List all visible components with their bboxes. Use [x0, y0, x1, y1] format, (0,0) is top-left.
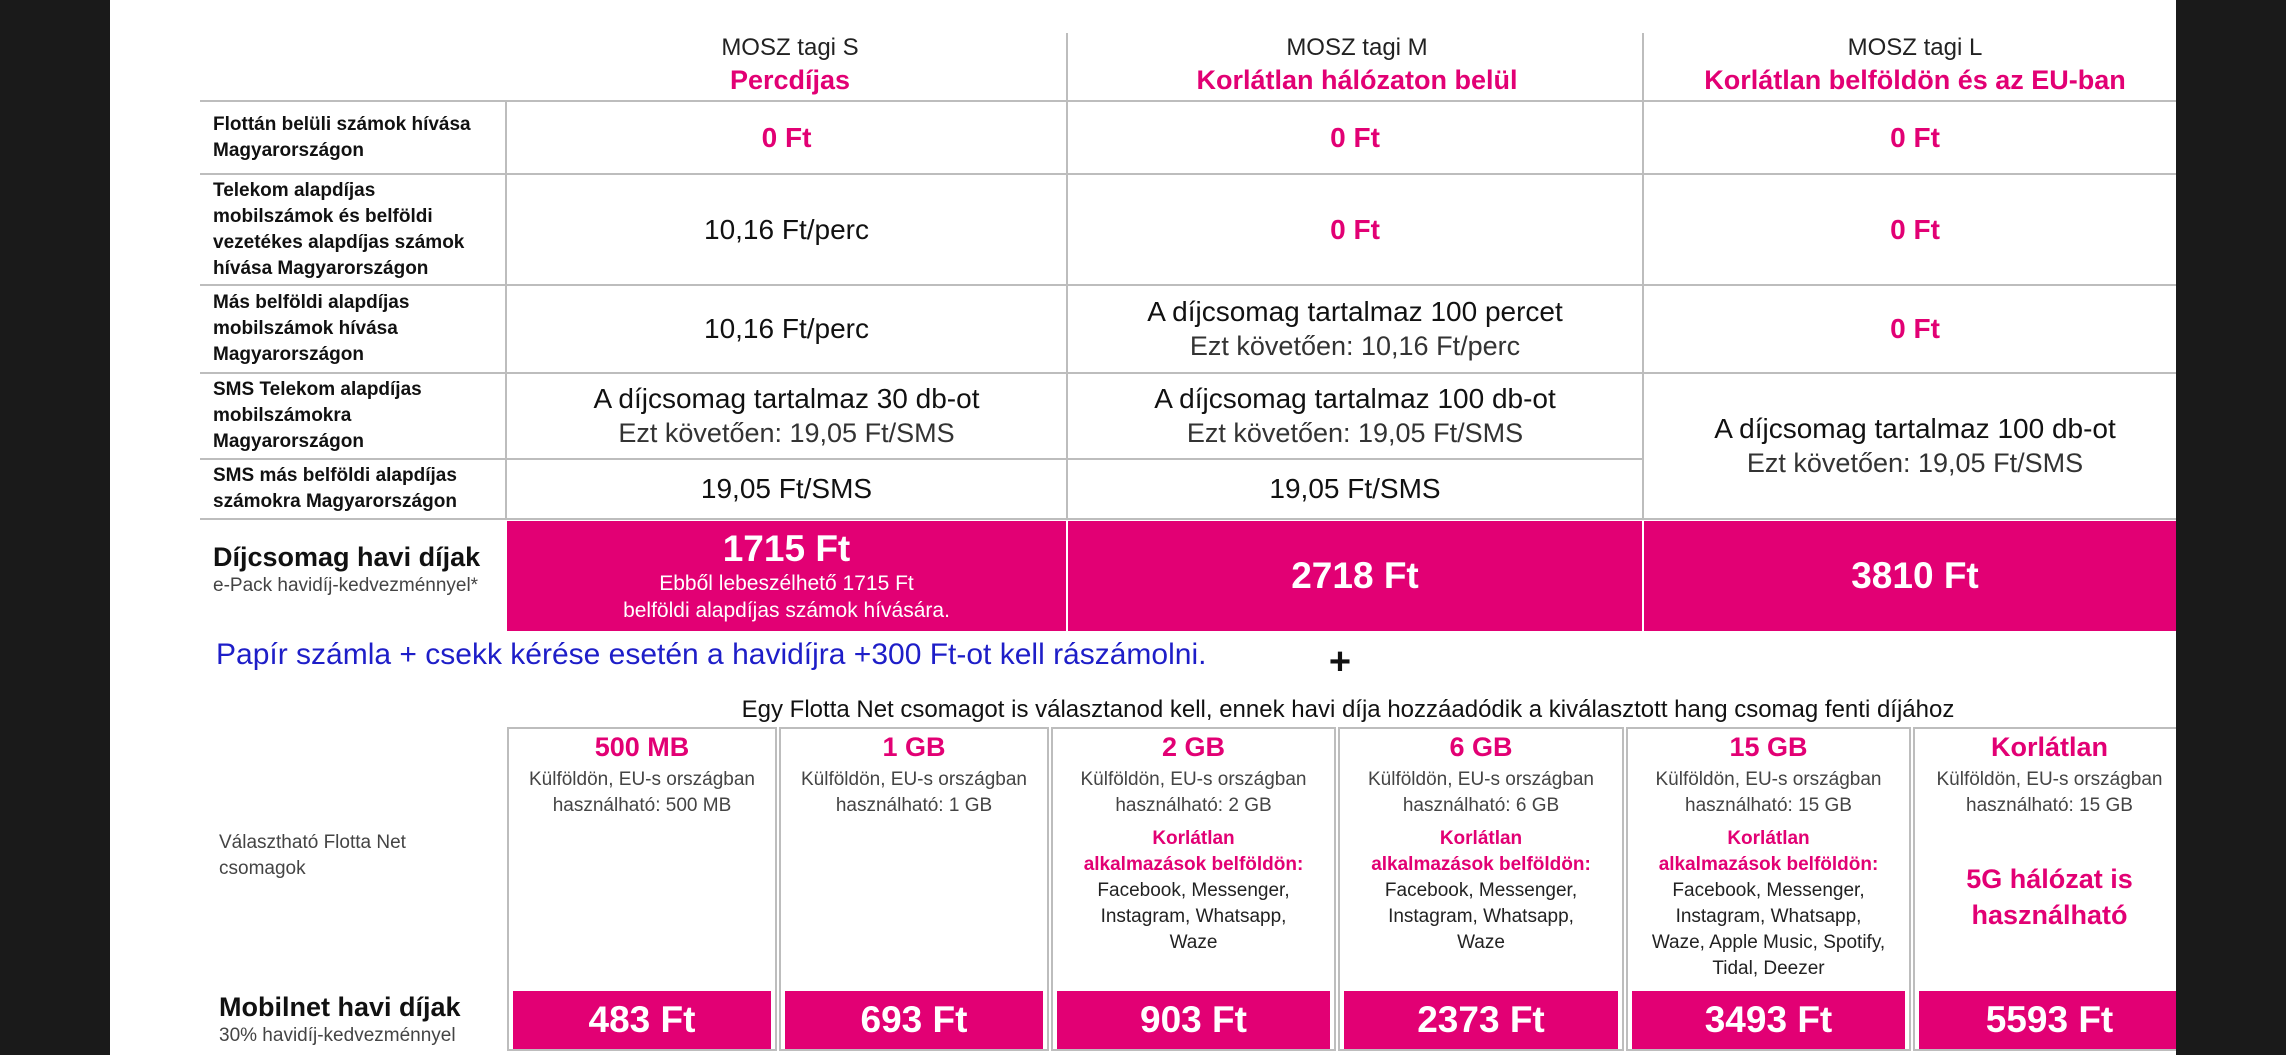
net-eu-line: Külföldön, EU-s országban [528, 769, 755, 790]
cell-r3-l: 0 Ft [1890, 313, 1940, 344]
fee-l: 3810 Ft [1851, 555, 1979, 596]
net-fee-label: Mobilnet havi díjak [219, 992, 461, 1022]
grid-divider [200, 518, 2176, 520]
unlimited-title: Korlátlan [1152, 828, 1235, 849]
app-list-line: Instagram, Whatsapp, [1388, 906, 1574, 927]
cell-r5-s: 19,05 Ft/SMS [700, 473, 873, 504]
cell-r3-m-line1: A díjcsomag tartalmaz 100 percet [1147, 296, 1563, 327]
cell-r1-l: 0 Ft [1890, 121, 1940, 153]
net-eu-info [1057, 767, 1330, 819]
net-5g-info [1919, 861, 2176, 933]
app-list-line: Instagram, Whatsapp, [1100, 906, 1287, 927]
cell-r2-s: 10,16 Ft/perc [704, 213, 869, 245]
unlimited-title: alkalmazások belföldön: [1083, 854, 1304, 875]
net-price: 2373 Ft [1344, 991, 1618, 1049]
column-header-l [1644, 32, 2176, 98]
net-size: 1 GB [882, 732, 946, 762]
net-intro: Egy Flotta Net csomagot is választanod kell, ennek havi díja hozzáadódik a kiválasztott hang csomag fenti díjához [741, 696, 1955, 723]
fees-label: Díjcsomag havi díjak [213, 542, 481, 572]
net-eu-line: használható: 500 MB [552, 795, 732, 816]
net-eu-line: használható: 1 GB [835, 795, 993, 816]
fee-m: 2718 Ft [1291, 555, 1419, 596]
cell-r4-m-line2: Ezt követően: 19,05 Ft/SMS [1186, 418, 1524, 448]
column-header-s [510, 32, 1070, 98]
fee-s: 1715 Ft [722, 528, 851, 569]
cell-r2-l: 0 Ft [1890, 213, 1940, 245]
fee-s-note1: Ebből lebeszélhető 1715 Ft [659, 572, 914, 595]
row-label-other-mobile-calls: Más belföldi alapdíjas mobilszámok hívása Magyarországon [213, 292, 410, 365]
cell-r1-s: 0 Ft [761, 121, 812, 153]
net-price: 903 Ft [1057, 991, 1330, 1049]
app-list-line: Instagram, Whatsapp, [1675, 906, 1862, 927]
column-sub-s: MOSZ tagi S [721, 34, 859, 61]
net-unlimited-apps [1632, 826, 1905, 982]
app-list-line: Waze [1457, 932, 1505, 953]
row-label-telekom-calls: Telekom alapdíjas mobilszámok és belföldi vezetékes alapdíjas számok hívása Magyarországon [213, 179, 465, 279]
fees-sublabel: e-Pack havidíj-kedvezménnyel* [213, 575, 479, 596]
net-package-unlimited [1913, 727, 2176, 1051]
net-price: 483 Ft [513, 991, 771, 1049]
net-eu-line: Külföldön, EU-s országban [1080, 769, 1307, 790]
cell-r4-s-line2: Ezt követően: 19,05 Ft/SMS [618, 418, 955, 448]
row-label-sms-other: SMS más belföldi alapdíjas számokra Magyarországon [213, 465, 457, 512]
net-eu-info [785, 767, 1043, 819]
net-size: 15 GB [1729, 732, 1808, 762]
net-eu-line: használható: 6 GB [1402, 795, 1560, 816]
net-eu-line: használható: 15 GB [1966, 795, 2133, 816]
fee-box-s [507, 521, 1066, 631]
fee-box-l [1644, 521, 2176, 631]
cell-r4-m [1068, 374, 1642, 458]
net-eu-line: Külföldön, EU-s országban [1936, 769, 2163, 790]
unlimited-title: Korlátlan [1727, 828, 1810, 849]
net-package-15gb [1626, 727, 1911, 1051]
fee-s-note2: belföldi alapdíjas számok hívására. [623, 599, 950, 622]
net-price: 693 Ft [785, 991, 1043, 1049]
price-sheet-page [110, 0, 2176, 1055]
net-eu-line: Külföldön, EU-s országban [800, 769, 1027, 790]
net-size: 2 GB [1161, 732, 1226, 762]
row-label-fleet-calls: Flottán belüli számok hívása Magyarországon [213, 113, 471, 161]
unlimited-title: Korlátlan [1439, 828, 1523, 849]
cell-r3-m-line2: Ezt követően: 10,16 Ft/perc [1189, 331, 1521, 361]
app-list-line: Facebook, Messenger, [1672, 880, 1865, 901]
net-eu-info [1344, 767, 1618, 819]
net-price: 5593 Ft [1919, 991, 2176, 1049]
column-header-m [1068, 32, 1646, 98]
column-title-l: Korlátlan belföldön és az EU-ban [1704, 65, 2126, 95]
app-list-line: Facebook, Messenger, [1384, 880, 1578, 901]
unlimited-title: alkalmazások belföldön: [1371, 854, 1591, 875]
net-eu-line: használható: 2 GB [1115, 795, 1272, 816]
cell-r4-s [507, 374, 1066, 458]
cell-r3-m [1068, 286, 1642, 372]
net-size: 6 GB [1449, 732, 1513, 762]
cell-r4-m-line1: A díjcsomag tartalmaz 100 db-ot [1154, 383, 1556, 414]
5g-line: 5G hálózat is [1966, 864, 2133, 894]
paper-bill-note: Papír számla + csekk kérése esetén a havidíjra +300 Ft-ot kell rászámolni. [216, 638, 1207, 671]
fees-label-block [213, 540, 503, 598]
cell-r4-l [1644, 374, 2176, 518]
app-list-line: Tidal, Deezer [1712, 958, 1825, 979]
cell-r2-m: 0 Ft [1330, 213, 1380, 245]
app-list-line: Waze, Apple Music, Spotify, [1651, 932, 1886, 953]
cell-r1-m: 0 Ft [1330, 121, 1380, 153]
net-eu-line: Külföldön, EU-s országban [1367, 769, 1594, 790]
net-fee-sublabel: 30% havidíj-kedvezménnyel [219, 1025, 456, 1046]
cell-r5-m: 19,05 Ft/SMS [1269, 473, 1441, 504]
net-eu-info [1919, 767, 2176, 819]
net-fee-label-block [219, 990, 499, 1048]
net-eu-line: használható: 15 GB [1685, 795, 1852, 816]
column-sub-l: MOSZ tagi L [1847, 34, 1983, 61]
column-sub-m: MOSZ tagi M [1286, 34, 1428, 61]
unlimited-title: alkalmazások belföldön: [1658, 854, 1879, 875]
net-size: 500 MB [594, 732, 690, 762]
net-package-500mb [507, 727, 777, 1051]
net-unlimited-apps [1344, 826, 1618, 956]
app-list-line: Facebook, Messenger, [1097, 880, 1290, 901]
5g-line: használható [1971, 900, 2128, 930]
fee-box-m [1068, 521, 1642, 631]
net-eu-info [1632, 767, 1905, 819]
net-unlimited-apps [1057, 826, 1330, 956]
net-packages-label: Választható Flotta Net csomagok [219, 832, 406, 879]
cell-r3-s: 10,16 Ft/perc [704, 313, 869, 344]
app-list-line: Waze [1169, 932, 1218, 953]
net-size: Korlátlan [1990, 732, 2109, 762]
plus-sign: + [1328, 641, 1352, 683]
net-eu-line: Külföldön, EU-s országban [1655, 769, 1882, 790]
column-title-s: Percdíjas [729, 65, 851, 95]
net-eu-info [513, 767, 771, 819]
net-package-1gb [779, 727, 1049, 1051]
cell-r4-l-line1: A díjcsomag tartalmaz 100 db-ot [1714, 413, 2116, 444]
cell-r4-l-line2: Ezt követően: 19,05 Ft/SMS [1746, 448, 2084, 478]
cell-r4-s-line1: A díjcsomag tartalmaz 30 db-ot [593, 383, 980, 414]
net-package-2gb [1051, 727, 1336, 1051]
net-package-6gb [1338, 727, 1624, 1051]
net-price: 3493 Ft [1632, 991, 1905, 1049]
column-title-m: Korlátlan hálózaton belül [1196, 65, 1518, 95]
row-label-sms-telekom: SMS Telekom alapdíjas mobilszámokra Magyarországon [213, 379, 422, 452]
